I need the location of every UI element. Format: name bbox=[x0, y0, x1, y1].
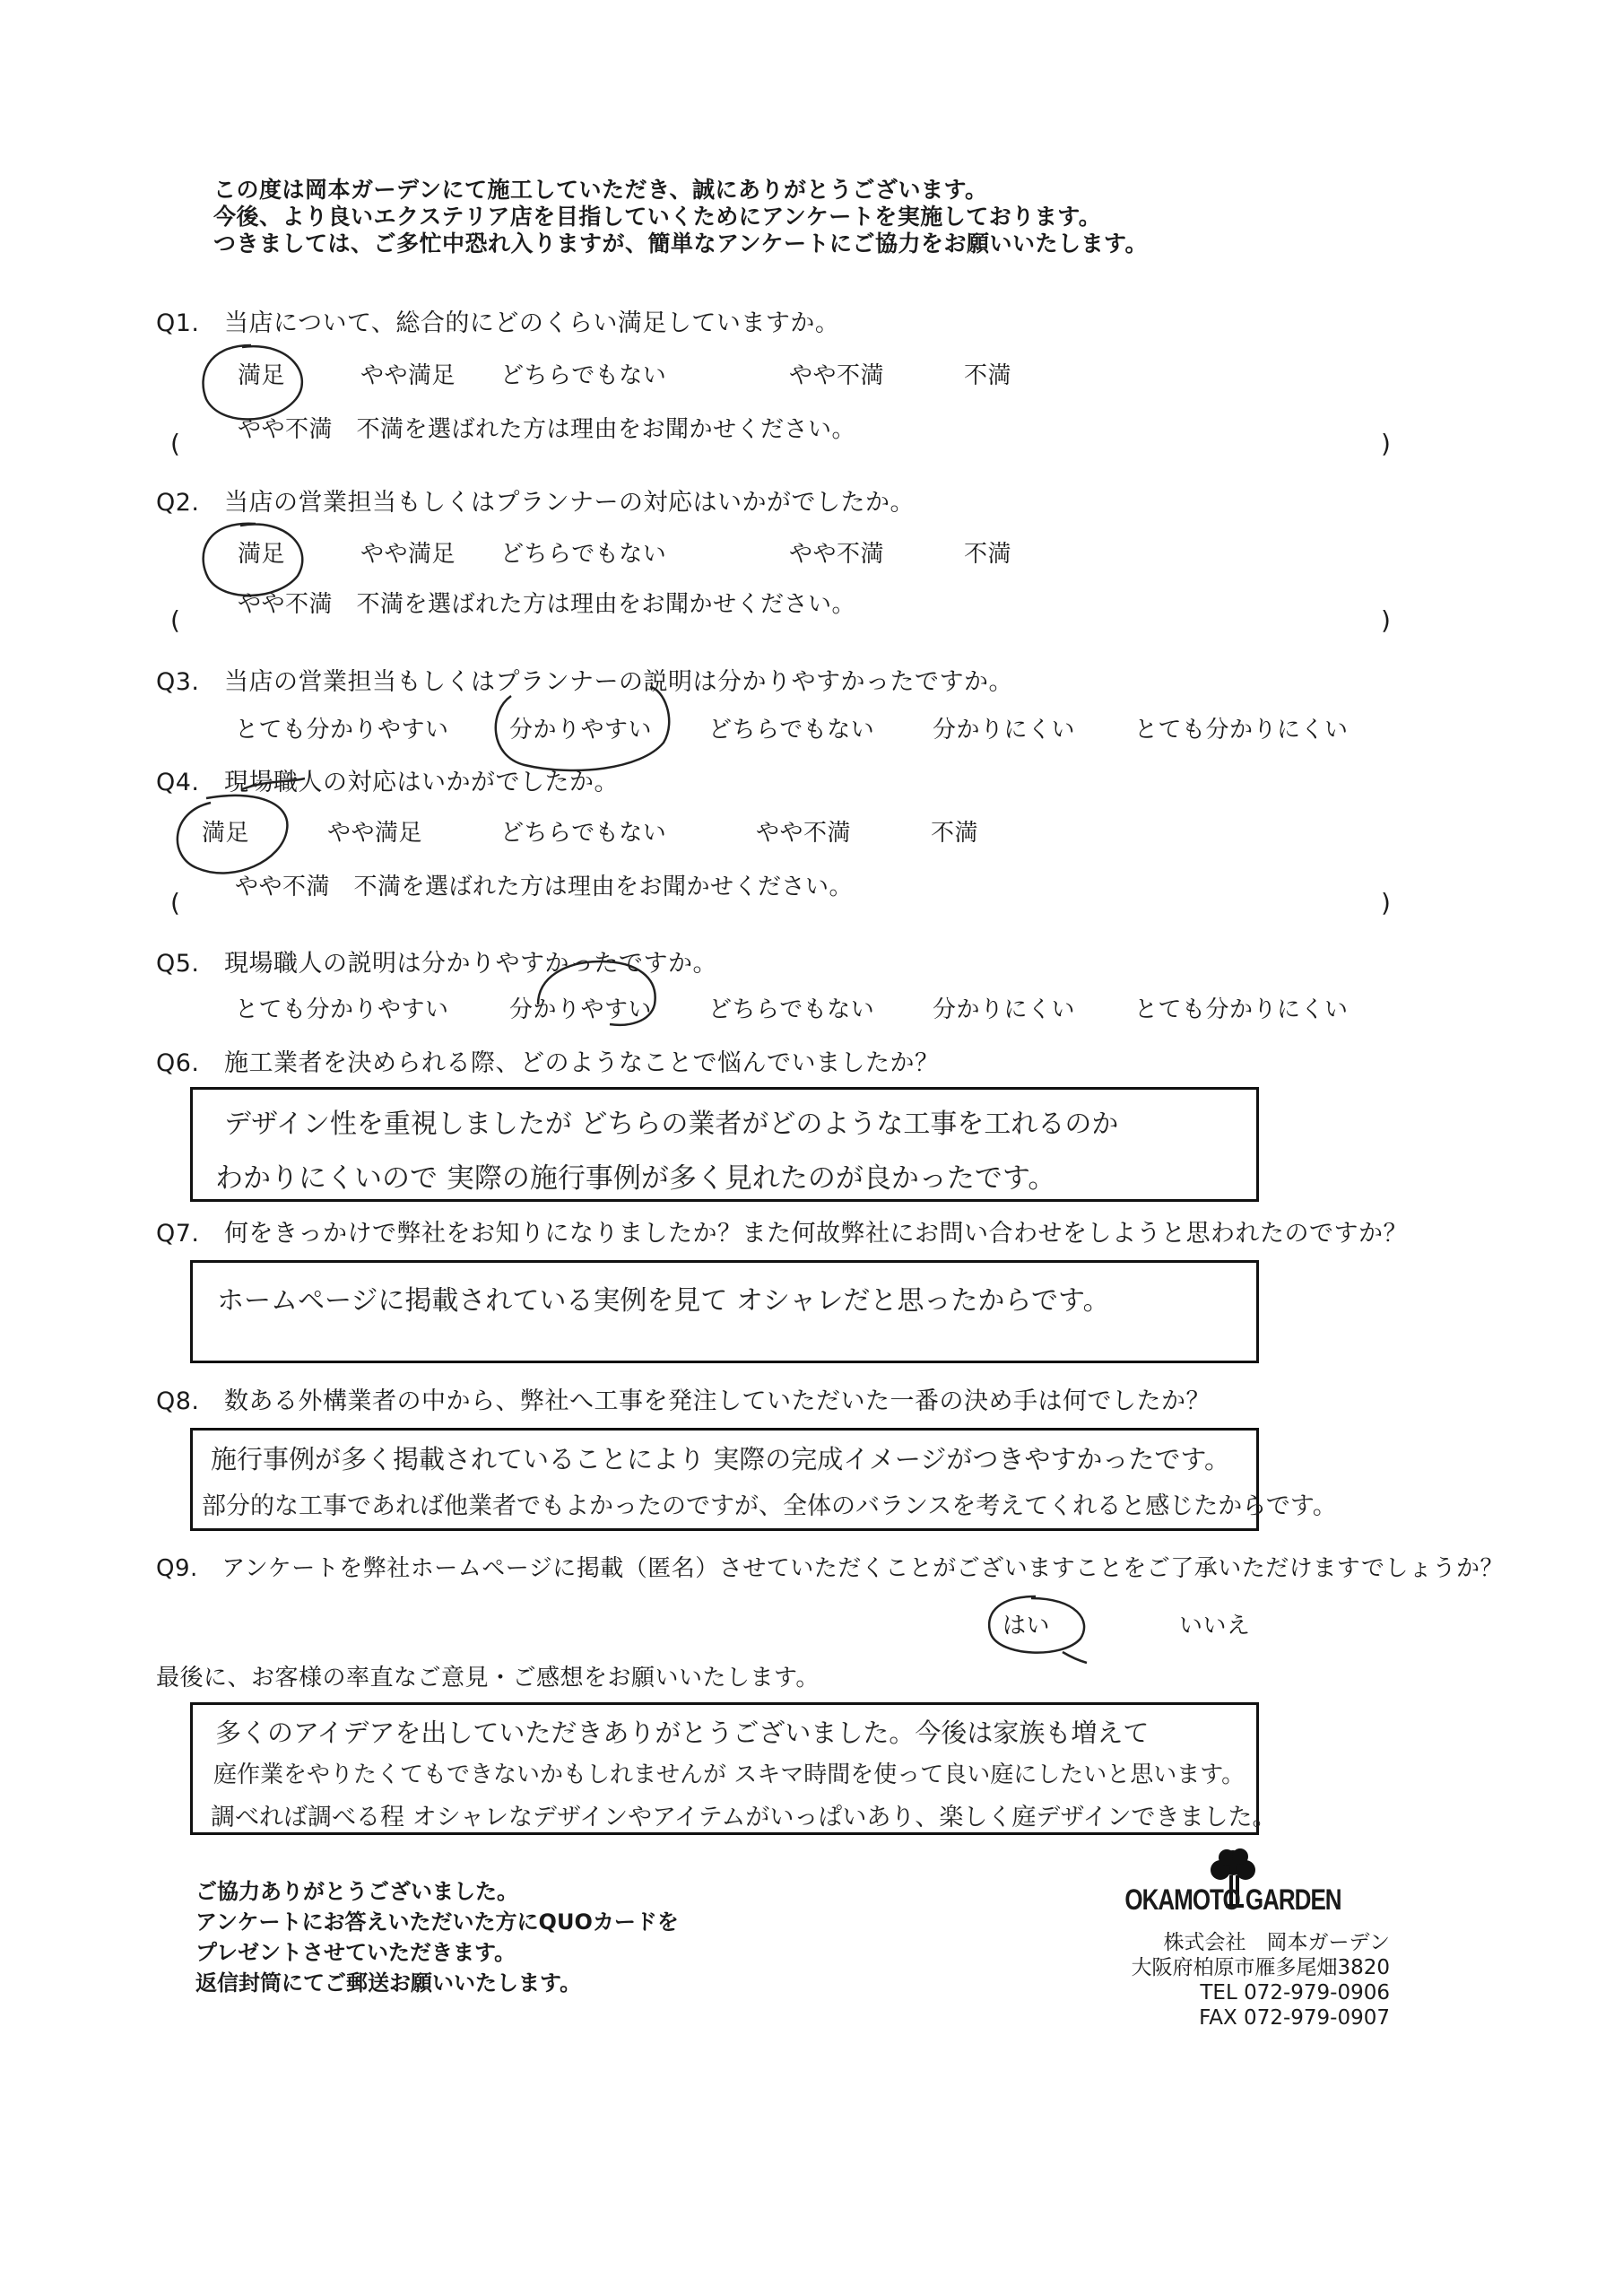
q1-reason-open-paren: ( bbox=[170, 429, 180, 458]
q4-option-neutral[interactable]: どちらでもない bbox=[500, 820, 667, 847]
q2-reason-close-paren: ) bbox=[1381, 605, 1391, 635]
q2-option-somewhat-dissatisfied[interactable]: やや不満 bbox=[789, 541, 885, 568]
q2-reason-open-paren: ( bbox=[170, 605, 180, 635]
q6-answer-line-2: わかりにくいので 実際の施行事例が多く見れたのが良かったです。 bbox=[215, 1162, 1056, 1195]
q5-option-hard[interactable]: 分かりにくい bbox=[933, 996, 1076, 1023]
q5-option-neutral[interactable]: どちらでもない bbox=[708, 996, 875, 1023]
q1-reason-prompt: やや不満 不満を選ばれた方は理由をお聞かせください。 bbox=[238, 416, 856, 443]
final-answer-line-3: 調べれば調べる程 オシャレなデザインやアイテムがいっぱいあり、楽しく庭デザインできました。 bbox=[211, 1804, 1277, 1831]
q8-answer-line-1: 施行事例が多く掲載されていることにより 実際の完成イメージがつきやすかったです。 bbox=[211, 1444, 1231, 1474]
q6-answer-line-1: デザイン性を重視しましたが どちらの業者がどのような工事を工れるのか bbox=[224, 1109, 1119, 1140]
q9-option-no[interactable]: いいえ bbox=[1179, 1613, 1251, 1639]
q2-option-dissatisfied[interactable]: 不満 bbox=[964, 541, 1012, 568]
q5-question: Q5. 現場職人の説明は分かりやすかったですか。 bbox=[156, 950, 718, 978]
logo-text: OKAMOTO GARDEN bbox=[1124, 1883, 1341, 1917]
q4-reason-prompt: やや不満 不満を選ばれた方は理由をお聞かせください。 bbox=[235, 874, 854, 900]
q2-option-somewhat-satisfied[interactable]: やや満足 bbox=[360, 541, 456, 568]
company-logo bbox=[1098, 1843, 1367, 1915]
q3-option-very-hard[interactable]: とても分かりにくい bbox=[1134, 717, 1349, 744]
company-name: 株式会社 岡本ガーデン bbox=[1163, 1931, 1390, 1954]
q7-question: Q7. 何をきっかけで弊社をお知りになりましたか？また何故弊社にお問い合わせをしようと思われたのですか？ bbox=[156, 1220, 1409, 1248]
q9-question: Q9. アンケートを弊社ホームページに掲載（匿名）させていただくことがございますことをご了承いただけますでしょうか？ bbox=[156, 1555, 1504, 1582]
q3-option-hard[interactable]: 分かりにくい bbox=[933, 717, 1076, 744]
q2-question: Q2. 当店の営業担当もしくはプランナーの対応はいかがでしたか。 bbox=[156, 489, 916, 517]
q1-option-somewhat-dissatisfied[interactable]: やや不満 bbox=[789, 362, 885, 389]
q2-option-satisfied[interactable]: 満足 bbox=[238, 541, 286, 568]
company-tel: TEL 072-979-0906 bbox=[1200, 1981, 1390, 2005]
q6-question: Q6. 施工業者を決められる際、どのようなことで悩んでいましたか？ bbox=[156, 1049, 940, 1077]
q3-question: Q3. 当店の営業担当もしくはプランナーの説明は分かりやすかったですか。 bbox=[156, 668, 1014, 696]
q4-reason-open-paren: ( bbox=[170, 888, 180, 918]
thanks-line-2: アンケートにお答えいただいた方にQUOカードを bbox=[195, 1909, 679, 1935]
final-answer-line-2: 庭作業をやりたくてもできないかもしれませんが スキマ時間を使って良い庭にしたいと思います。 bbox=[213, 1761, 1245, 1788]
q1-option-somewhat-satisfied[interactable]: やや満足 bbox=[360, 362, 456, 389]
q1-question: Q1. 当店について、総合的にどのくらい満足していますか。 bbox=[156, 309, 840, 337]
thanks-line-3: プレゼントさせていただきます。 bbox=[195, 1940, 516, 1965]
intro-line-3: つきましては、ご多忙中恐れ入りますが、簡単なアンケートにご協力をお願いいたします。 bbox=[213, 230, 1149, 257]
q5-option-easy[interactable]: 分かりやすい bbox=[509, 996, 653, 1023]
q1-option-dissatisfied[interactable]: 不満 bbox=[964, 362, 1012, 389]
q9-option-yes[interactable]: はい bbox=[1002, 1613, 1051, 1639]
q1-reason-close-paren: ) bbox=[1381, 429, 1391, 458]
thanks-line-4: 返信封筒にてご郵送お願いいたします。 bbox=[195, 1970, 582, 1996]
company-fax: FAX 072-979-0907 bbox=[1199, 2006, 1390, 2030]
intro-line-1: この度は岡本ガーデンにて施工していただき、誠にありがとうございます。 bbox=[213, 177, 988, 203]
q8-answer-line-2: 部分的な工事であれば他業者でもよかったのですが、全体のバランスを考えてくれると感じたからです。 bbox=[202, 1492, 1337, 1520]
thanks-line-1: ご協力ありがとうございました。 bbox=[195, 1879, 518, 1904]
q4-option-somewhat-dissatisfied[interactable]: やや不満 bbox=[756, 820, 852, 847]
q4-option-dissatisfied[interactable]: 不満 bbox=[931, 820, 979, 847]
final-prompt: 最後に、お客様の率直なご意見・ご感想をお願いいたします。 bbox=[156, 1665, 820, 1692]
q3-option-easy[interactable]: 分かりやすい bbox=[509, 717, 653, 744]
q7-answer-line-1: ホームページに掲載されている実例を見て オシャレだと思ったからです。 bbox=[217, 1285, 1110, 1317]
q4-option-somewhat-satisfied[interactable]: やや満足 bbox=[327, 820, 423, 847]
q4-option-satisfied[interactable]: 満足 bbox=[202, 820, 250, 847]
intro-line-2: 今後、より良いエクステリア店を目指していくためにアンケートを実施しております。 bbox=[213, 204, 1102, 230]
q8-question: Q8. 数ある外構業者の中から、弊社へ工事を発注していただいた一番の決め手は何でしたか？ bbox=[156, 1387, 1211, 1415]
q5-option-very-easy[interactable]: とても分かりやすい bbox=[235, 996, 449, 1023]
final-answer-line-1: 多くのアイデアを出していただきありがとうございました。今後は家族も増えて bbox=[215, 1718, 1150, 1748]
q3-option-neutral[interactable]: どちらでもない bbox=[708, 717, 875, 744]
q1-option-neutral[interactable]: どちらでもない bbox=[500, 362, 667, 389]
q4-question: Q4. 現場職人の対応はいかがでしたか。 bbox=[156, 769, 620, 796]
q4-reason-close-paren: ) bbox=[1381, 888, 1391, 918]
q3-option-very-easy[interactable]: とても分かりやすい bbox=[235, 717, 449, 744]
company-address: 大阪府柏原市雁多尾畑3820 bbox=[1131, 1956, 1390, 1979]
q5-option-very-hard[interactable]: とても分かりにくい bbox=[1134, 996, 1349, 1023]
q2-option-neutral[interactable]: どちらでもない bbox=[500, 541, 667, 568]
q2-reason-prompt: やや不満 不満を選ばれた方は理由をお聞かせください。 bbox=[238, 591, 856, 618]
q1-option-satisfied[interactable]: 満足 bbox=[238, 362, 286, 389]
